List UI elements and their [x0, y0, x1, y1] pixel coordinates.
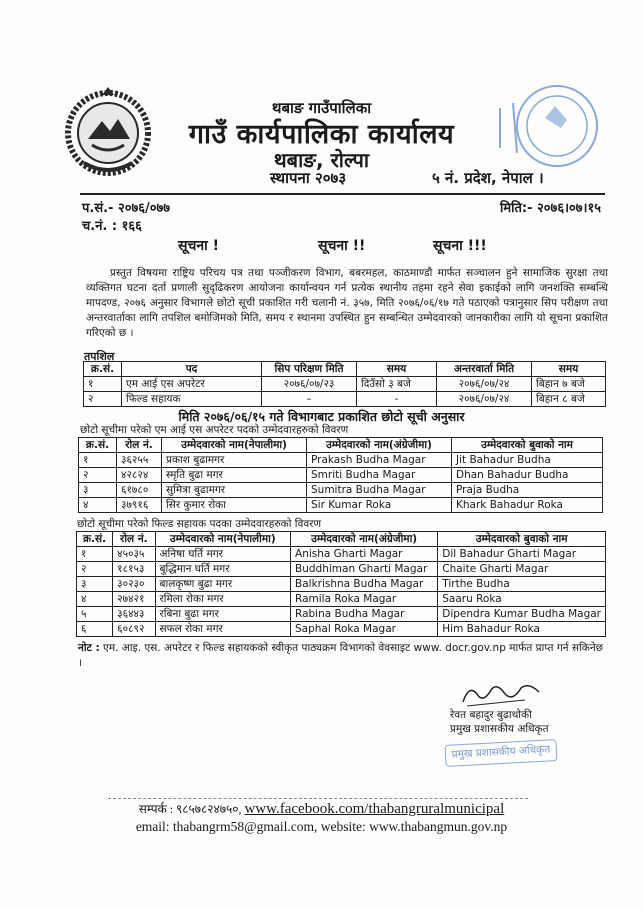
- table-row: [79, 498, 603, 513]
- table-cell: १: [77, 547, 113, 562]
- table-header-cell: उम्मेदवारको बुवाको नाम: [438, 532, 606, 547]
- footer-divider: [108, 798, 528, 799]
- table-cell: ३: [79, 483, 117, 498]
- table-cell: २०७६/०७/२३: [262, 377, 357, 392]
- table-cell: Balkrishna Budha Magar: [291, 577, 438, 592]
- table-cell: स्मृति बुढा मगर: [162, 468, 307, 483]
- table-cell: Him Bahadur Roka: [438, 622, 606, 637]
- table-row: [77, 547, 606, 562]
- table-row: [84, 392, 606, 407]
- table-row: [79, 483, 603, 498]
- table-header-cell: रोल नं.: [113, 532, 155, 547]
- designation-stamp: प्रमुख प्रशासकीय अधिकृत: [445, 739, 558, 767]
- table-row: [77, 622, 606, 637]
- table-header-cell: उम्मेदवारको नाम(नेपालीमा): [155, 532, 291, 547]
- note-paragraph: [78, 641, 608, 671]
- table-cell: Dhan Bahadur Budha: [452, 468, 603, 483]
- shortlist-section-title: मिति २०७६/०६/१५ गते विभागबाट प्रकाशित छोटो सूची अनुसार: [178, 409, 465, 424]
- table-cell: Buddhiman Gharti Magar: [291, 562, 438, 577]
- table-cell: ३७९१६: [117, 498, 162, 513]
- table-cell: Saaru Roka: [438, 592, 606, 607]
- table-header-cell: उम्मेदवारको नाम(अंग्रेजीमा): [307, 438, 452, 453]
- table-header-cell: अन्तरवार्ता मिति: [437, 362, 532, 377]
- table-cell: ३०२३०: [113, 577, 155, 592]
- table-cell: ४: [77, 592, 113, 607]
- table-header-cell: क्र.सं.: [84, 362, 122, 377]
- table-cell: २: [77, 562, 113, 577]
- table-cell: बालकृष्ण बुढा मगर: [155, 577, 291, 592]
- field-table-caption: छोटो सूचीमा परेको फिल्ड सहायक पदका उम्मेदवारहरुको विवरण: [77, 518, 322, 530]
- table-cell: Ramila Roka Magar: [291, 592, 438, 607]
- table-header-cell: उम्मेदवारको नाम(अंग्रेजीमा): [291, 532, 438, 547]
- office-title: गाउँ कार्यपालिका कार्यालय: [188, 119, 455, 150]
- table-cell: Praja Budha: [452, 483, 603, 498]
- table-cell: रमिला रोका मगर: [155, 592, 291, 607]
- table-header-cell: क्र.सं.: [79, 438, 117, 453]
- table-row: [77, 592, 606, 607]
- table-header-cell: उम्मेदवारको बुवाको नाम: [452, 438, 603, 453]
- table-header-row: [84, 362, 606, 377]
- table-header-cell: समय: [532, 362, 606, 377]
- table-cell: एम आई एस अपरेटर: [122, 377, 262, 392]
- table-cell: फिल्ड सहायक: [122, 392, 262, 407]
- email-website-line[interactable]: email: thabangrm58@gmail.com, website: www.thabangmun.gov.np: [135, 819, 508, 834]
- table-header-row: [77, 532, 606, 547]
- table-cell: २: [79, 468, 117, 483]
- table-cell: ३६२५५: [117, 453, 162, 468]
- contact-phone: सम्पर्क : ९८५७८२४७५०,: [138, 802, 242, 816]
- table-cell: ३६४४३: [113, 607, 155, 622]
- facebook-link[interactable]: www.facebook.com/thabangruralmunicipal: [244, 801, 505, 817]
- signatory-title: प्रमुख प्रशासकीय अधिकृत: [450, 723, 549, 735]
- table-row: [77, 562, 606, 577]
- mis-table-caption: छोटो सूचीमा परेको एम आई एस अपरेटर पदको उम्मेदवारहरुको विवरण: [80, 424, 349, 436]
- table-cell: ३: [77, 577, 113, 592]
- table-cell: Khark Bahadur Roka: [452, 498, 603, 513]
- table-cell: अनिषा घर्ति मगर: [155, 547, 291, 562]
- table-cell: सफल रोका मगर: [155, 622, 291, 637]
- table-cell: १८१५३: [113, 562, 155, 577]
- table-header-cell: क्र.सं.: [77, 532, 113, 547]
- table-row: [79, 453, 603, 468]
- schedule-table: [83, 361, 606, 407]
- notice-heading-1: सूचना !: [178, 238, 220, 254]
- office-address: थबाङ, रोल्पा: [273, 148, 370, 172]
- table-cell: -: [357, 392, 437, 407]
- table-cell: Smriti Budha Magar: [307, 468, 452, 483]
- table-cell: ४५०३५: [113, 547, 155, 562]
- notice-paragraph: प्रस्तुत विषयमा राष्ट्रिय परिचय पत्र तथा पञ्जीकरण विभाग, बबरमहल, काठमाण्डौ मार्फत सञ्चालन हुने सामाजिक सुरक्षा तथा व्यक्तिगत घटना दर्ता प्रणाली सुदृढिकरण आयोजना कार्यान्वयन गर्न प्रत्येक स्थानीय तहमा रहने सेवा इकाईको लागि जनशक्ति सम्बन्धि मापदण्ड, २०७६ अनुसार विभागले छोटो सूची प्रकाशित गरी चलानी नं. ३५७, मिति २०७६/०६/१७ गते पठाएको पत्रानुसार सिप परीक्षण तथा अन्तरवार्ताका लागि तपशिल बमोजिमको मिति, समय र स्थानमा उपस्थित हुन सम्बन्धित उम्मेदवारको जानकारीका लागि यो सूचना प्रकाशित गरिएको छ ।: [86, 267, 608, 339]
- table-cell: Saphal Roka Magar: [291, 622, 438, 637]
- table-row: [77, 607, 606, 622]
- table-cell: Sir Kumar Roka: [307, 498, 452, 513]
- table-cell: बुद्धिमान घर्ति मगर: [155, 562, 291, 577]
- table-row: [77, 577, 606, 592]
- province-label: ५ नं. प्रदेश, नेपाल ।: [432, 169, 544, 187]
- notice-heading-3: सूचना !!!: [433, 238, 487, 254]
- table-cell: ६०८९२: [113, 622, 155, 637]
- table-cell: Chaite Gharti Magar: [438, 562, 606, 577]
- table-cell: सिर कुमार रोका: [162, 498, 307, 513]
- reference-number: प.सं.- २०७६/०७७: [82, 201, 171, 216]
- schedule-label: तपशिल: [84, 350, 115, 363]
- table-cell: Rabina Budha Magar: [291, 607, 438, 622]
- note-text: एम. आइ. एस. अपरेटर र फिल्ड सहायकको स्वीकृत पाठ्यक्रम विभागको वेवसाइट www. docr.gov.np मार्फत प्राप्त गर्न सकिनेछ ।: [78, 642, 604, 669]
- signature-icon: [455, 680, 545, 710]
- table-cell: २०७६/०७/२४: [437, 377, 532, 392]
- table-cell: Dipendra Kumar Budha Magar: [438, 607, 606, 622]
- table-header-row: [79, 438, 603, 453]
- table-header-cell: समय: [357, 362, 437, 377]
- table-cell: रबिना बुढा मगर: [155, 607, 291, 622]
- table-row: [84, 377, 606, 392]
- table-cell: ६: [77, 622, 113, 637]
- table-cell: ४: [79, 498, 117, 513]
- table-header-cell: उम्मेदवारको नाम(नेपालीमा): [162, 438, 307, 453]
- table-cell: ५: [77, 607, 113, 622]
- dispatch-number: च.नं. : १६६: [82, 219, 142, 234]
- table-cell: Tirthe Budha: [438, 577, 606, 592]
- header-divider: [80, 193, 605, 195]
- table-cell: १: [79, 453, 117, 468]
- municipality-name: थबाङ गाउँपालिका: [271, 99, 372, 117]
- table-header-cell: रोल नं.: [117, 438, 162, 453]
- table-cell: ४२८२४: [117, 468, 162, 483]
- table-cell: सुमित्रा बुढामगर: [162, 483, 307, 498]
- table-header-cell: पद: [122, 362, 262, 377]
- mis-candidates-table: [78, 437, 603, 513]
- table-cell: Anisha Gharti Magar: [291, 547, 438, 562]
- field-candidates-table: [76, 531, 606, 637]
- note-label: नोट :: [78, 642, 100, 654]
- table-cell: –: [262, 392, 357, 407]
- table-row: [79, 468, 603, 483]
- table-cell: २०७६/०७/२४: [437, 392, 532, 407]
- letter-date: मिति:- २०७६।०७।१५: [500, 201, 601, 216]
- notice-heading-2: सूचना !!: [318, 238, 366, 254]
- table-cell: २: [84, 392, 122, 407]
- table-cell: Jit Bahadur Budha: [452, 453, 603, 468]
- table-cell: दिउँसो ३ बजे: [357, 377, 437, 392]
- signatory-block: [450, 708, 549, 736]
- table-cell: २७४२१: [113, 592, 155, 607]
- table-header-cell: सिप परिक्षण मिति: [262, 362, 357, 377]
- table-cell: Sumitra Budha Magar: [307, 483, 452, 498]
- contact-line: [0, 800, 643, 818]
- established-year: स्थापना २०७३: [270, 169, 347, 187]
- table-cell: प्रकाश बुढामगर: [162, 453, 307, 468]
- table-cell: ६१७८०: [117, 483, 162, 498]
- table-cell: Prakash Budha Magar: [307, 453, 452, 468]
- signatory-name: रेवत बहादुर बुढाथोकी: [450, 709, 532, 721]
- table-cell: Dil Bahadur Gharti Magar: [438, 547, 606, 562]
- table-cell: १: [84, 377, 122, 392]
- table-cell: बिहान ७ बजे: [532, 377, 606, 392]
- table-cell: बिहान ८ बजे: [532, 392, 606, 407]
